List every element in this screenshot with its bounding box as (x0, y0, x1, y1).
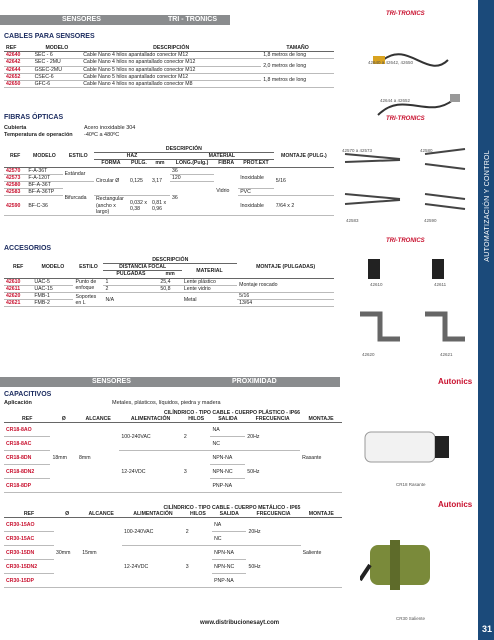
bar-label: SENSORES (92, 378, 131, 385)
caption: 42610 (370, 282, 383, 287)
table-row: 42610 UAC-5 Punto de enfoque 1 25,4 Lente plástico Montaje roscado (4, 278, 334, 285)
bar-label: SENSORES (62, 16, 101, 23)
caption: 42590 (424, 218, 437, 223)
section-bar-sensores (0, 15, 230, 25)
section-title-cables: CABLES PARA SENSORES (4, 33, 95, 40)
page-number: 31 (481, 624, 492, 634)
caption: CR18 Rasante (396, 482, 426, 487)
bar-label-right: TRI - TRONICS (168, 16, 217, 23)
caption: 42570 a 42573 (342, 148, 373, 153)
caption: 42620 (362, 352, 375, 357)
fiber-images (340, 124, 475, 234)
table-row: 42621 FMB-2 13/64 (4, 300, 334, 307)
app-value: Metales, plásticos, líquidos, piedra y madera (112, 400, 221, 406)
cr30-image (360, 520, 470, 615)
fibras-table: REF MODELO ESTILO DESCRIPCIÓN MONTAJE (PULG.) HAZ MATERIAL FORMA PULG. mm LONG.(Pulg.) FIBRA PROT.EXT 42570 F-A-36T Estándar Circular Ø 0,125 3,17 36 Vidrio Inoxidable 5/16 42573 F-A-120T 120 42580 BF-A-36T Bifurcada 36 42583 BF-A-36TP PVC 42590 BF-C-36 Rectangular (ancho x largo) 0,032 x 0,38 0,81 x 0,96 Inoxidable 7/64 x 2 (4, 146, 334, 216)
app-label: Aplicación (4, 400, 32, 406)
caption: 42621 (440, 352, 453, 357)
table-row: 42642 SEC - 2MU Cable Nano 4 hilos no apantallado conector M12 2,0 metros de long (4, 59, 334, 66)
table-row: 42644 GSEC-2MU Cable Nano 5 hilos no apantallado conector M12 (4, 66, 334, 73)
cubierta-label: Cubierta (4, 125, 27, 131)
table-row: 42590 BF-C-36 Rectangular (ancho x largo) 0,032 x 0,38 0,81 x 0,96 Inoxidable 7/64 x 2 (4, 196, 334, 216)
section-title-fibras: FIBRAS ÓPTICAS (4, 114, 64, 121)
bar-label-right: PROXIMIDAD (232, 378, 277, 385)
autonics-logo: Autonics (438, 377, 473, 386)
section-title-accesorios: ACCESORIOS (4, 245, 52, 252)
caption: 42611 (434, 282, 447, 287)
caption: CR30 Saliente (396, 616, 426, 621)
temp-value: -40ºC a 480ºC (84, 132, 120, 138)
cr18-image (360, 412, 470, 487)
tri-tronics-logo-3: TRI-TRONICS (386, 238, 425, 244)
cr30-table: CILÍNDRICO - TIPO CABLE - CUERPO METÁLICO - IP65 REF Ø ALCANCE ALIMENTACIÓN HILOS SALIDA FRECUENCIA MONTAJE CR30-15AO 30mm 15mm 100-240VAC 2 NA 20Hz Saliente CR30-15AC NC CR30-15DN 12-24VDC 3 NPN-NA 50Hz CR30-15DN2 NPN-NC CR30-15DP PNP-NA (4, 505, 342, 588)
caption: 42640 a 42642, 42650 (368, 60, 414, 65)
side-title: AUTOMATIZACIÓN Y CONTROL (484, 150, 491, 262)
section-title-capacitivos: CAPACITIVOS (4, 391, 52, 398)
caption: 42644 a 42652 (380, 98, 411, 103)
caption: 42583 (346, 218, 359, 223)
tri-tronics-logo-2: TRI-TRONICS (386, 116, 425, 122)
cable-images (368, 30, 468, 120)
table-row: 42583 BF-A-36TP PVC (4, 189, 334, 196)
accessory-images (350, 254, 475, 354)
table-row: 42611 UAC-15 2 50,8 Lente vidrio (4, 285, 334, 292)
cubierta-value: Acero inoxidable 304 (84, 125, 136, 131)
section-bar-proximidad (0, 377, 340, 387)
table-row: 42620 FMB-1 Soportes en L N/A Metal 5/16 (4, 293, 334, 300)
footer-url[interactable]: www.distribucionesayt.com (200, 620, 280, 626)
table-row: 42650 GFC-6 Cable Nano 4 hilos no apantallado conector M8 (4, 81, 334, 88)
table-row: 42580 BF-A-36T Bifurcada 36 (4, 182, 334, 189)
side-band (478, 0, 494, 640)
cr18-table: CILÍNDRICO - TIPO CABLE - CUERPO PLÁSTICO - IP66 REF Ø ALCANCE ALIMENTACIÓN HILOS SALIDA FRECUENCIA MONTAJE CR18-8AO 18mm 8mm 100-240VAC 2 NA 20Hz Rasante CR18-8AC NC CR18-8DN 12-24VDC 3 NPN-NA 50Hz CR18-8DN2 NPN-NC CR18-8DP PNP-NA (4, 410, 342, 493)
table-row: 42652 CSEC-6 Cable Nano 5 hilos apantallado conector M12 1,8 metros de long (4, 73, 334, 80)
tri-tronics-logo: TRI-TRONICS (386, 11, 425, 17)
accesorios-table: REF MODELO ESTILO DESCRIPCIÓN MONTAJE (PULGADAS) DISTANCIA FOCAL MATERIAL PULGADAS mm 42610 UAC-5 Punto de enfoque 1 25,4 Lente plástico Montaje roscado 42611 UAC-15 2 50,8 Lente vidrio 42620 FMB-1 Soportes en L N/A Metal 5/16 42621 FMB-2 13/64 (4, 257, 334, 307)
autonics-logo-2: Autonics (438, 500, 473, 509)
table-row: 42570 F-A-36T Estándar Circular Ø 0,125 3,17 36 Vidrio Inoxidable 5/16 (4, 167, 334, 174)
table-row: 42640 SEC - 6 Cable Nano 4 hilos apantallado conector M12 1,8 metros de long (4, 52, 334, 59)
table-row: 42573 F-A-120T 120 (4, 174, 334, 181)
temp-label: Temperatura de operación (4, 132, 73, 138)
cables-table: REF MODELO DESCRIPCIÓN TAMAÑO 42640 SEC - 6 Cable Nano 4 hilos apantallado conector M12 1,8 metros de long 42642 SEC - 2MU Cable Nano 4 hilos no apantallado conector M12 2,0 metros de long 42644 GSEC-2MU Cable Nano 5 hilos no apantallado conector M12 42652 CSEC-6 Cable Nano 5 hilos apantallado conector M12 1,8 metros de long 42650 GFC-6 Cable Nano 4 hilos no apantallado conector M8 (4, 45, 334, 88)
caption: 42580 (420, 148, 433, 153)
